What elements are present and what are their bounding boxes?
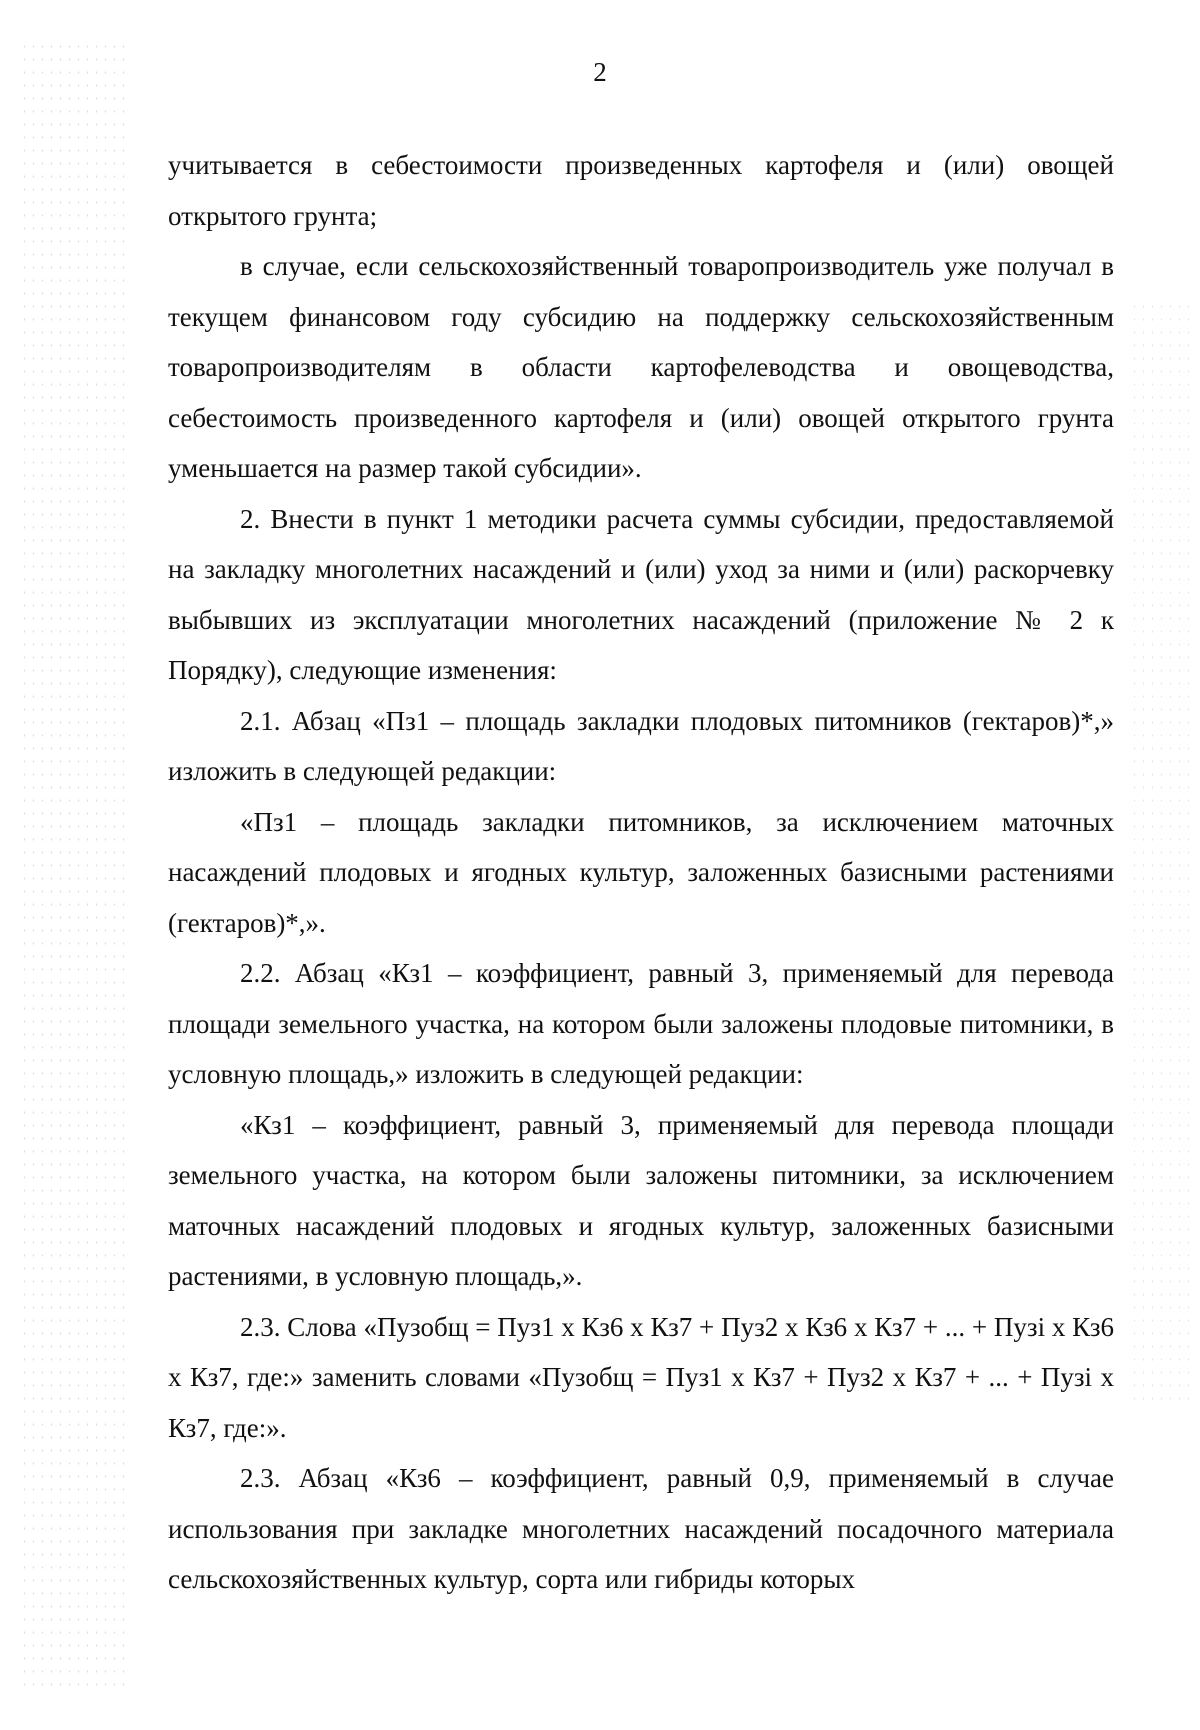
page-number: 2 xyxy=(593,57,607,87)
paragraph-item-2-3-formula: 2.3. Слова «Пузобщ = Пуз1 х Кз6 х Кз7 + Пуз2 х Кз6 х Кз7 + ... + Пузi х Кз6 х Кз7, где:» заменить словами «Пузобщ = Пуз1 х Кз7 + Пуз2 х Кз7 + ... + Пузi х Кз7, где:». xyxy=(168,1311,1114,1443)
paragraph-item-2-1-new-text: «Пз1 – площадь закладки питомников, за исключением маточных насаждений плодовых и ягодных культур, заложенных базисными растениями (гектаров)*,». xyxy=(168,806,1114,938)
paragraph-item-2-1: 2.1. Абзац «Пз1 – площадь закладки плодовых питомников (гектаров)*,» изложить в следующей редакции: xyxy=(168,705,1114,786)
paragraph-item-2-2-new-text: «Кз1 – коэффициент, равный 3, применяемый для перевода площади земельного участка, на котором были заложены питомники, за исключением маточных насаждений плодовых и ягодных культур, заложенных базисными растениями, в условную площадь,». xyxy=(168,1109,1114,1291)
paragraph-continuation: учитывается в себестоимости произведенных картофеля и (или) овощей открытого грунта; xyxy=(168,150,1114,231)
paragraph-item-2-2: 2.2. Абзац «Кз1 – коэффициент, равный 3, применяемый для перевода площади земельного участка, на котором были заложены плодовые питомники, в условную площадь,» изложить в следующей редакции: xyxy=(168,958,1114,1089)
paragraph-item-2: 2. Внести в пункт 1 методики расчета суммы субсидии, предоставляемой на закладку многолетних насаждений и (или) уход за ними и (или) раскорчевку выбывших из эксплуатации многолетних насаждений (приложение № 2 к Порядку), следующие изменения: xyxy=(168,503,1114,685)
document-body xyxy=(168,140,1114,1605)
paragraph-item-2-3-kz6: 2.3. Абзац «Кз6 – коэффициент, равный 0,9, применяемый в случае использования при закладке многолетних насаждений посадочного материала сельскохозяйственных культур, сорта или гибриды которых xyxy=(168,1463,1114,1594)
scan-noise xyxy=(1130,300,1190,1400)
scan-noise xyxy=(20,40,130,1690)
paragraph-subsidy-reduction: в случае, если сельскохозяйственный товаропроизводитель уже получал в текущем финансовом году субсидию на поддержку сельскохозяйственным товаропроизводителям в области картофелеводства и овощеводства, себестоимость произведенного картофеля и (или) овощей открытого грунта уменьшается на размер такой субсидии». xyxy=(168,251,1114,483)
